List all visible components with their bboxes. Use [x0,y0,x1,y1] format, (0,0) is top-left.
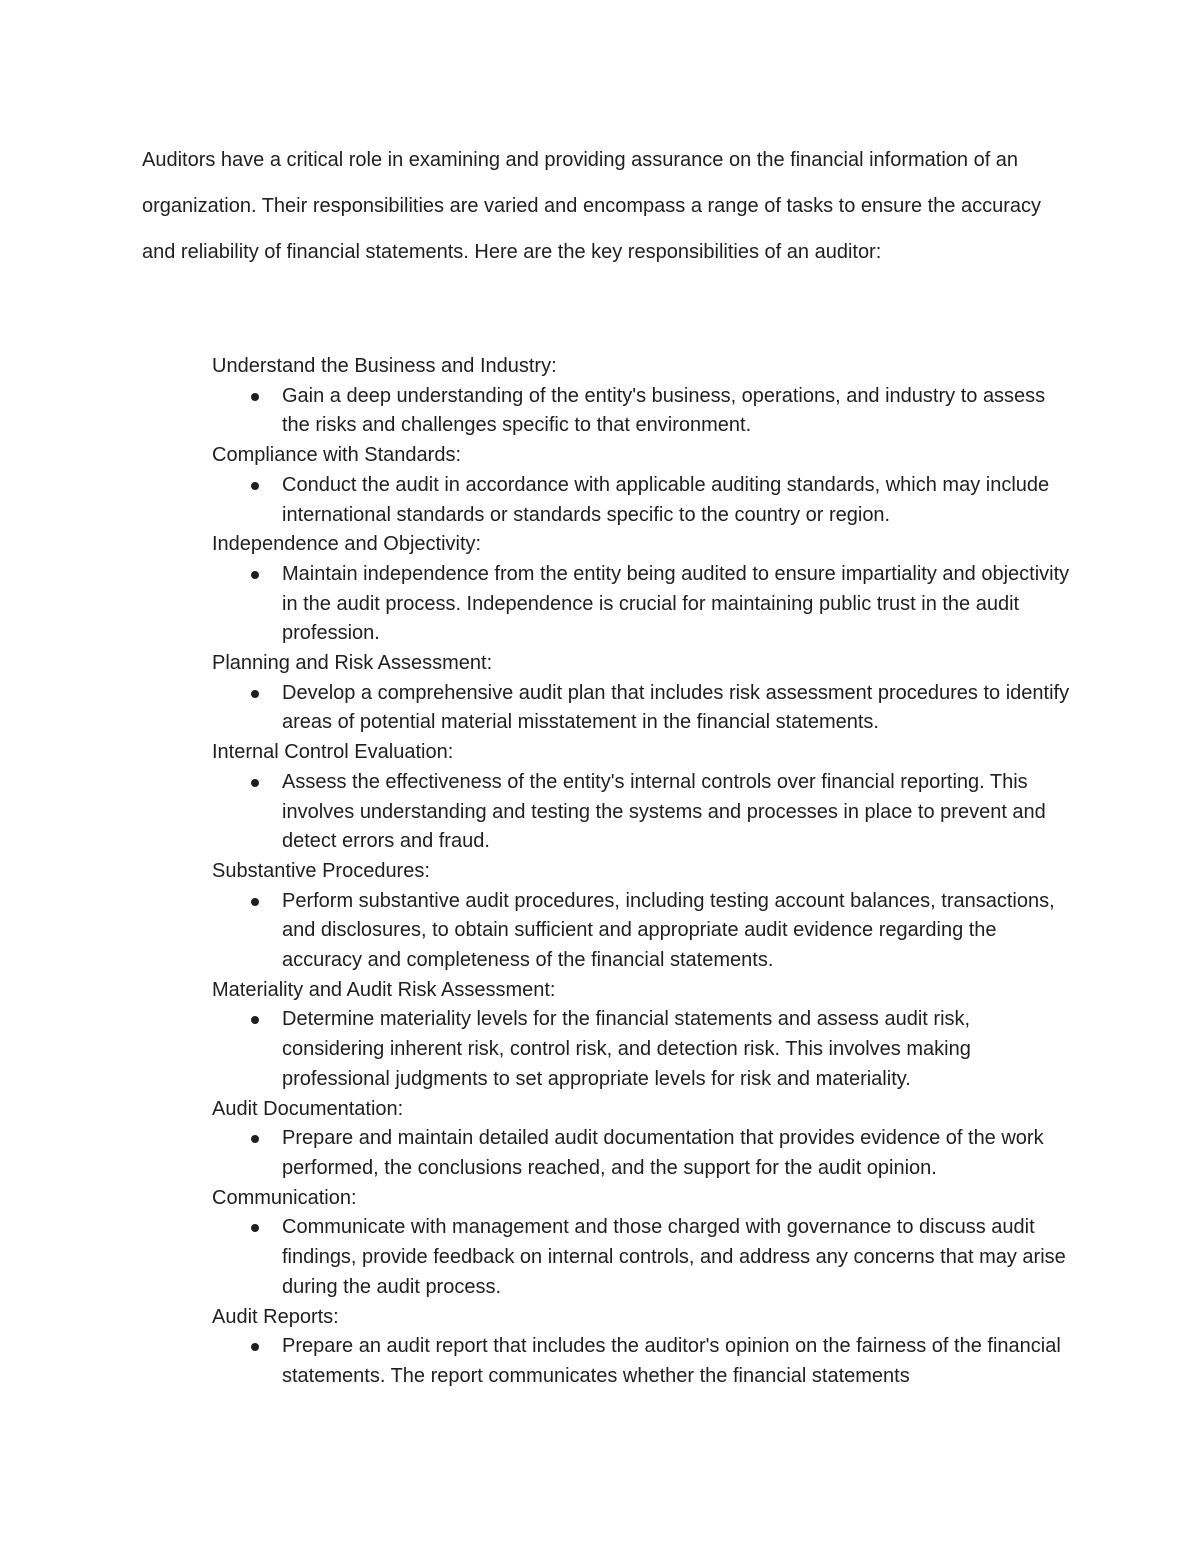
section-heading: Understand the Business and Industry: [212,355,557,377]
bullet-item [282,679,1072,738]
bullet-list [212,1124,1072,1183]
section-heading: Compliance with Standards: [212,444,462,467]
section-audit-reports [212,1303,1072,1392]
bullet-list [212,471,1072,530]
bullet-list [212,768,1072,857]
bullet-dot-icon [251,1016,259,1024]
section-heading: Independence and Objectivity: [212,533,482,556]
bullet-item [282,1124,1072,1183]
bullet-text: Conduct the audit in accordance with applicable auditing standards, which may include international standards or standards specific to the country or region. [282,473,1050,526]
section-independence-objectivity [212,530,1072,649]
section-heading: Planning and Risk Assessment: [212,652,493,675]
section-heading: Internal Control Evaluation: [212,741,454,764]
bullet-dot-icon [251,1343,259,1351]
bullet-item [282,382,1072,441]
bullet-dot-icon [251,898,259,906]
bullet-text: Gain a deep understanding of the entity's business, operations, and industry to assess the risks and challenges specific to that environment. [282,384,1046,437]
intro-paragraph: Auditors have a critical role in examining and providing assurance on the financial information of an organization. Their responsibilities are varied and encompass a range of tasks to ensure the accuracy and reliability of financial statements. Here are the key responsibilities of an auditor: [142,149,1042,263]
section-heading: Substantive Procedures: [212,859,430,882]
section-planning-risk [212,649,1072,738]
bullet-item [282,560,1072,649]
bullet-item [282,1213,1072,1302]
bullet-dot-icon [251,571,259,579]
bullet-list [212,560,1072,649]
bullet-list [212,382,1072,441]
responsibilities-list [212,352,1072,1392]
bullet-list [212,1213,1072,1302]
section-internal-control [212,738,1072,857]
bullet-dot-icon [251,393,259,401]
bullet-list [212,1332,1072,1391]
bullet-text: Determine materiality levels for the financial statements and assess audit risk, considering inherent risk, control risk, and detection risk. This involves making professional judgments to set appropriate levels for risk and materiality. [282,1008,971,1090]
bullet-text: Prepare an audit report that includes the auditor's opinion on the fairness of the financial statements. The report communicates whether the financial statements [282,1335,1061,1387]
bullet-dot-icon [251,1224,259,1232]
section-compliance-standards [212,441,1072,530]
bullet-dot-icon [251,1135,259,1143]
section-audit-documentation [212,1095,1072,1184]
bullet-text: Maintain independence from the entity being audited to ensure impartiality and objectivity in the audit process. Independence is crucial for maintaining public trust in the audit profession. [282,562,1070,645]
bullet-item [282,471,1072,530]
bullet-item [282,768,1072,857]
bullet-list [212,1005,1072,1094]
bullet-text: Assess the effectiveness of the entity's internal controls over financial reporting. This involves understanding and testing the systems and processes in place to prevent and detect errors and fraud. [282,770,1046,853]
bullet-text: Communicate with management and those charged with governance to discuss audit findings, provide feedback on internal controls, and address any concerns that may arise during the audit process. [282,1216,1066,1298]
bullet-dot-icon [251,482,259,490]
bullet-list [212,679,1072,738]
bullet-text: Prepare and maintain detailed audit documentation that provides evidence of the work performed, the conclusions reached, and the support for the audit opinion. [282,1127,1044,1179]
section-heading: Audit Reports: [212,1305,339,1328]
bullet-text: Develop a comprehensive audit plan that includes risk assessment procedures to identify areas of potential material misstatement in the financial statements. [282,681,1070,734]
bullet-item [282,887,1072,976]
section-business-industry [212,352,1072,441]
section-heading: Communication: [212,1186,357,1209]
bullet-item [282,1005,1072,1094]
bullet-dot-icon [251,779,259,787]
section-materiality-risk [212,976,1072,1095]
bullet-item [282,1332,1072,1391]
section-communication [212,1184,1072,1303]
bullet-list [212,887,1072,976]
bullet-text: Perform substantive audit procedures, including testing account balances, transactions, and disclosures, to obtain sufficient and appropriate audit evidence regarding the accuracy and completeness of the financial statements. [282,889,1055,972]
bullet-dot-icon [251,690,259,698]
section-heading: Materiality and Audit Risk Assessment: [212,978,556,1001]
section-substantive-procedures [212,857,1072,976]
section-heading: Audit Documentation: [212,1097,404,1120]
